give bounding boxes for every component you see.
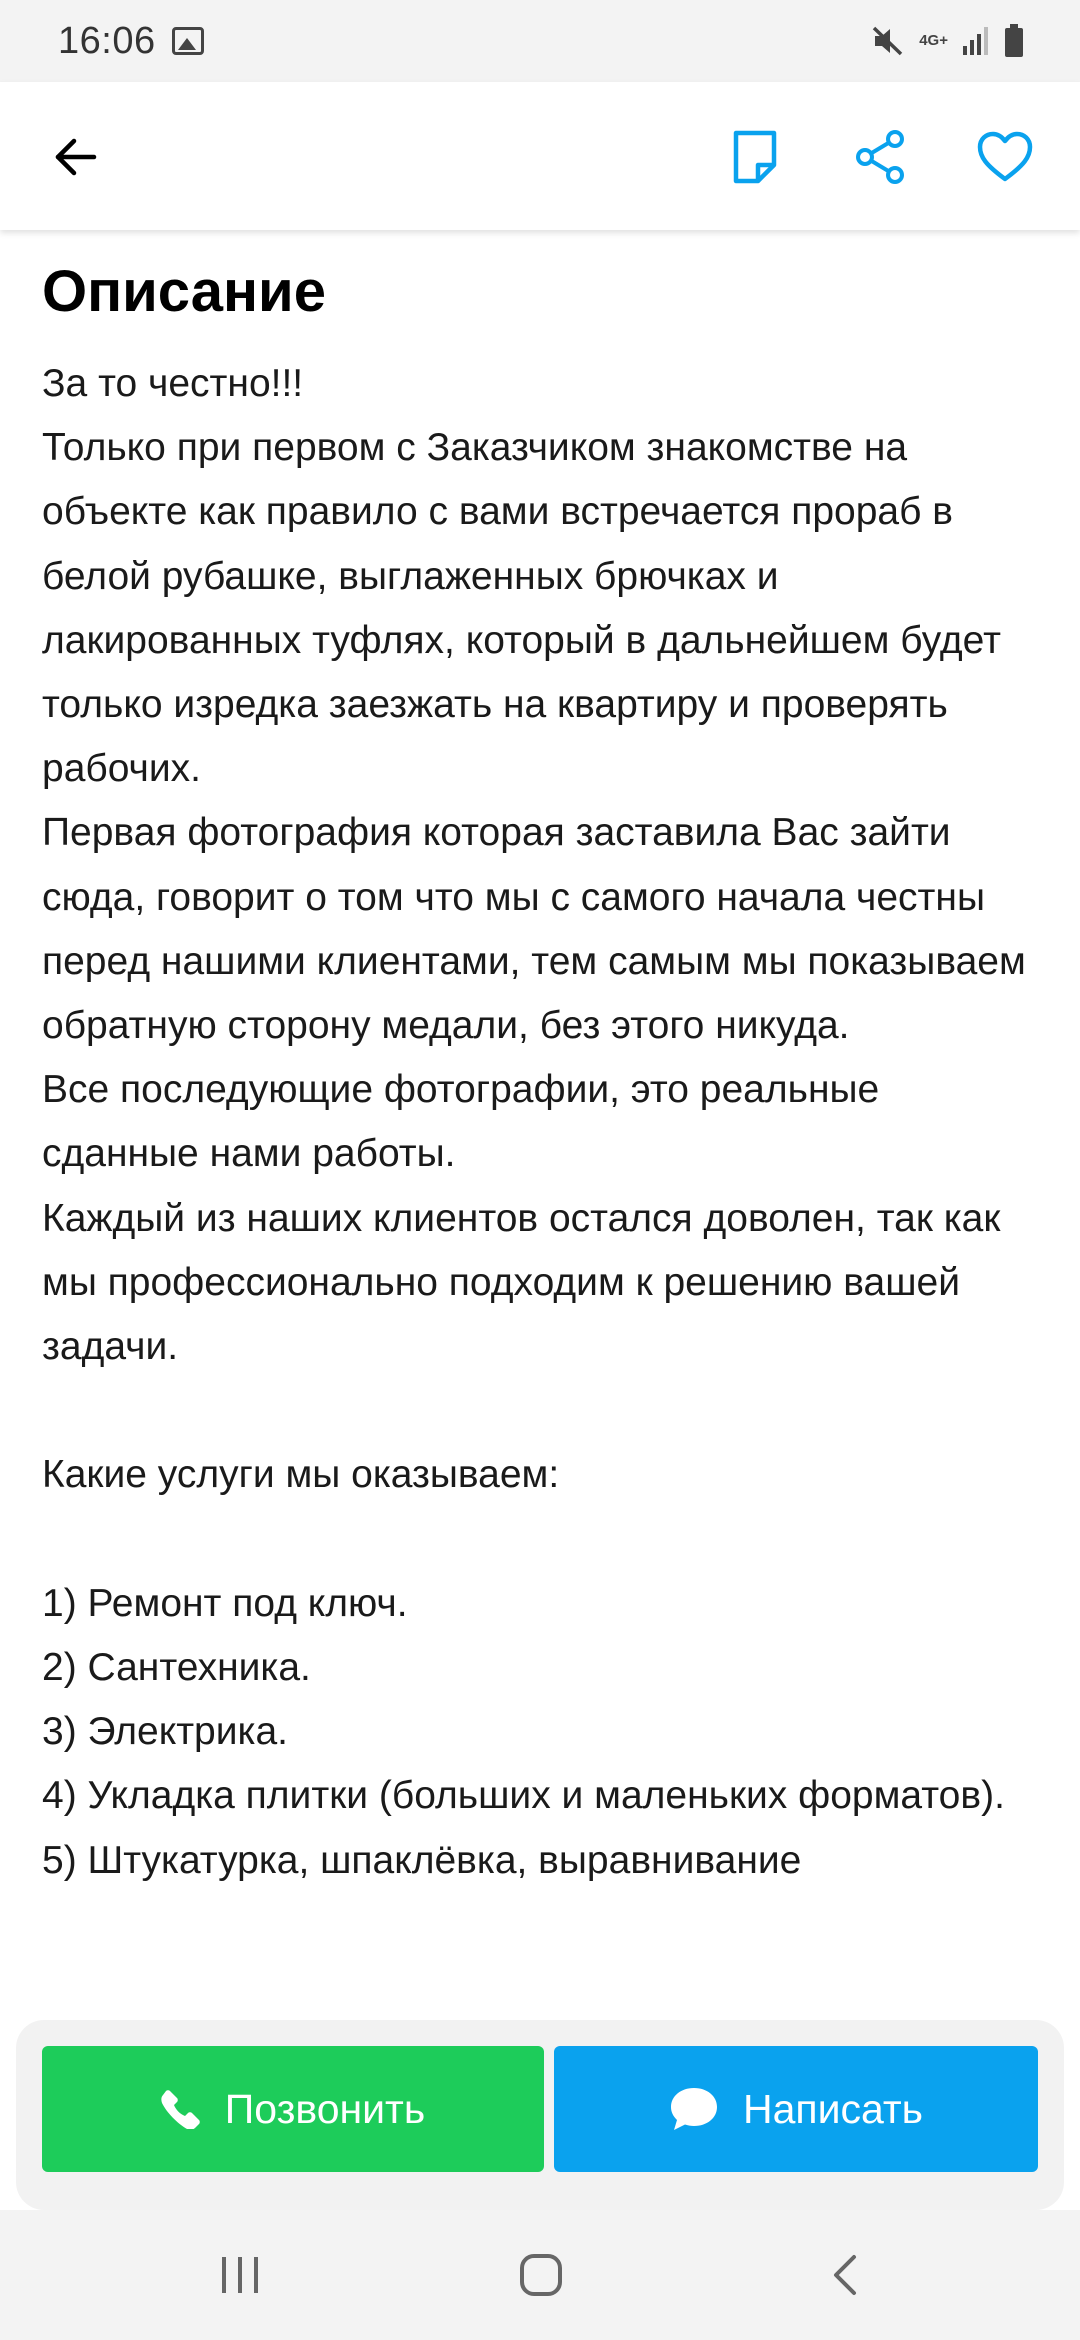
status-icons bbox=[871, 24, 1024, 58]
description-text: За то честно!!! Только при первом с Заказчиком знакомстве на объекте как правило с вами встречается прораб в белой рубашке, выглаженных брючках и лакированных туфлях, который в дальнейшем будет только изредка заезжать на квартиру и проверять рабочих. Первая фотография которая заставила Вас зайти сюда, говорит о том что мы с самого начала честны перед нашими клиентами, тем самым мы показываем обратную сторону медали, без этого никуда. Все последующие фотографии, это реальные сданные нами работы. Каждый из наших клиентов остался доволен, так как мы профессионально подходим к решению вашей задачи. Какие услуги мы оказываем: 1) Ремонт под ключ. 2) Сантехника. 3) Электрика. 4) Укладка плитки (больших и маленьких форматов). 5) Штукатурка, шпаклёвка, выравнивание bbox=[42, 362, 1026, 1882]
back-icon bbox=[830, 2253, 860, 2297]
write-button-label: Написать bbox=[742, 2085, 924, 2132]
description-section bbox=[0, 230, 1080, 2030]
note-icon bbox=[732, 129, 778, 185]
write-button[interactable] bbox=[554, 2046, 1038, 2172]
status-bar bbox=[0, 0, 1080, 82]
heart-icon bbox=[976, 131, 1034, 183]
gallery-icon bbox=[172, 27, 204, 55]
favorite-button[interactable] bbox=[960, 112, 1050, 202]
recents-icon bbox=[218, 2255, 262, 2295]
section-title: Описание bbox=[42, 259, 326, 324]
network-type-label: 4G+ bbox=[919, 32, 948, 49]
call-button[interactable] bbox=[42, 2046, 544, 2172]
recents-button[interactable] bbox=[190, 2235, 290, 2315]
app-bar bbox=[0, 82, 1080, 230]
share-button[interactable] bbox=[835, 112, 925, 202]
battery-icon bbox=[1004, 24, 1024, 58]
signal-icon bbox=[962, 26, 990, 56]
back-button[interactable] bbox=[30, 112, 120, 202]
system-back-button[interactable] bbox=[795, 2235, 895, 2315]
action-panel bbox=[16, 2020, 1064, 2210]
back-arrow-icon bbox=[50, 132, 100, 182]
share-icon bbox=[853, 129, 907, 185]
home-button[interactable] bbox=[491, 2235, 591, 2315]
phone-icon bbox=[161, 2089, 201, 2129]
system-nav-bar bbox=[0, 2210, 1080, 2340]
home-icon bbox=[518, 2252, 564, 2298]
status-time: 16:06 bbox=[58, 19, 156, 62]
mute-icon bbox=[871, 24, 905, 58]
call-button-label: Позвонить bbox=[224, 2085, 426, 2132]
note-button[interactable] bbox=[710, 112, 800, 202]
chat-bubble-icon bbox=[669, 2086, 719, 2132]
